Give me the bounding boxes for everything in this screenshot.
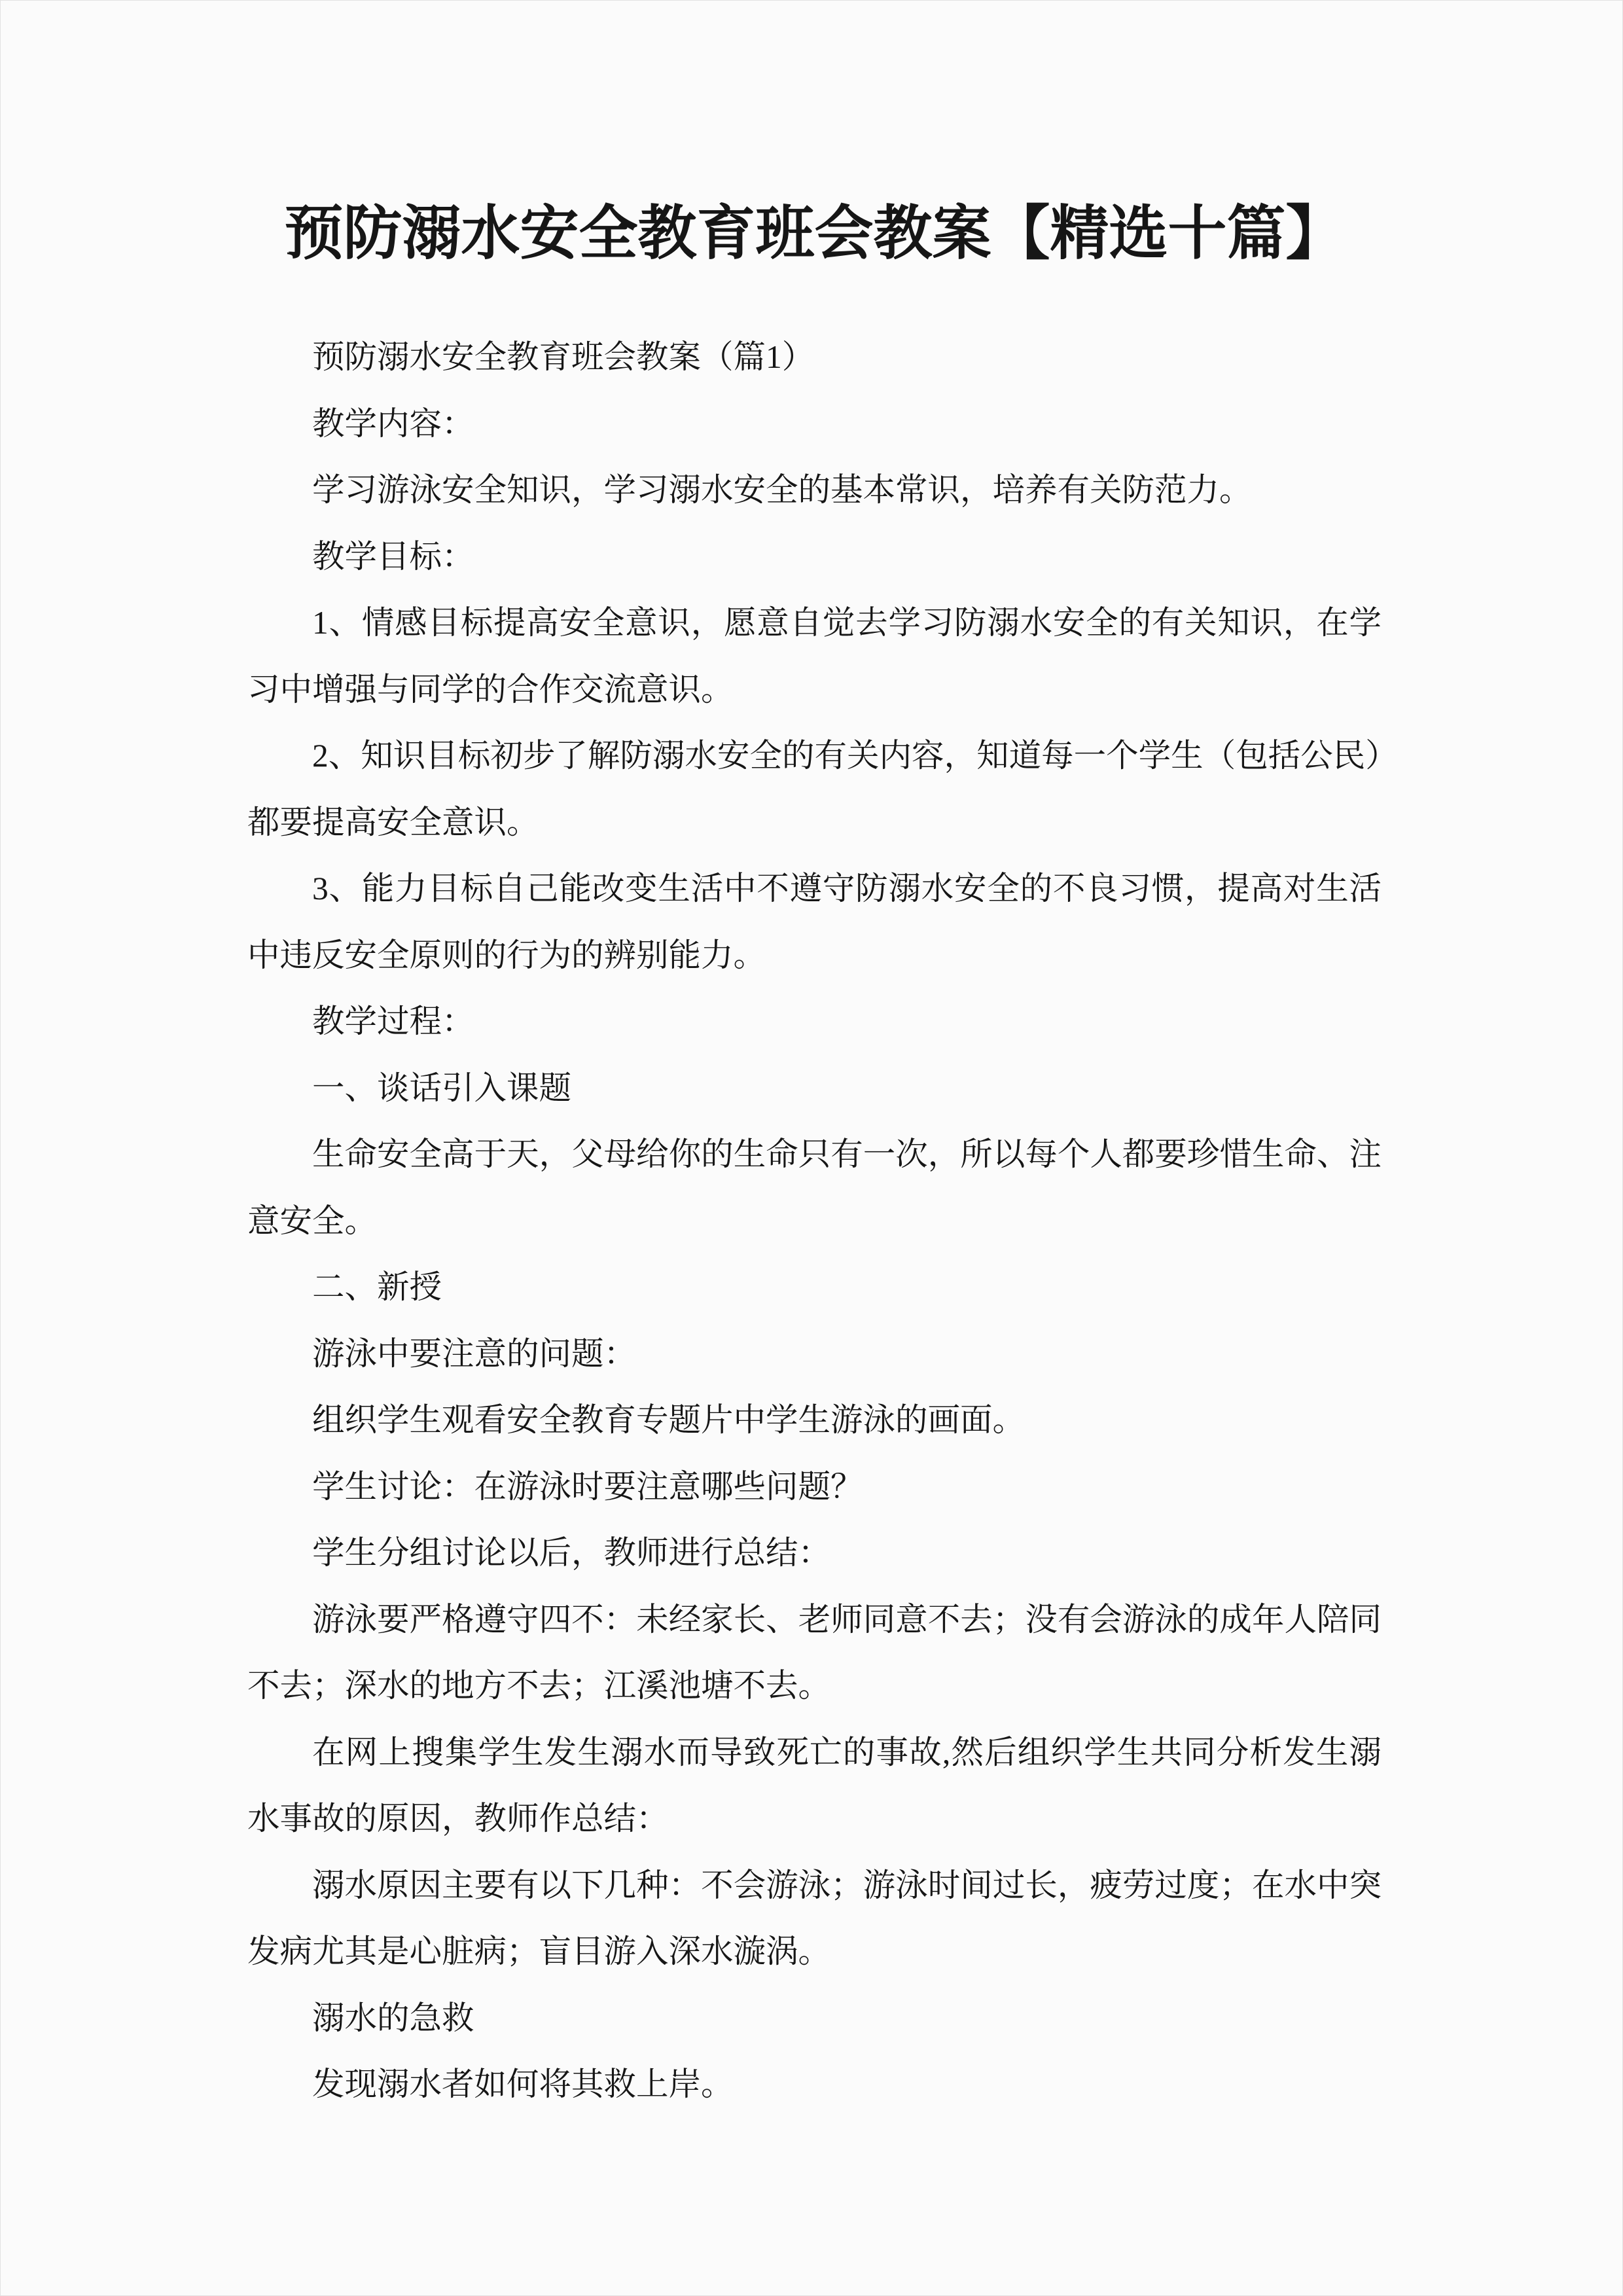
paragraph: 预防溺水安全教育班会教案（篇1） xyxy=(312,339,815,375)
paragraph: 在网上搜集学生发生溺水而导致死亡的事故,然后组织学生共同分析发生溺水事故的原因，教师作总结： xyxy=(247,1734,1382,1837)
paragraph: 学生分组讨论以后，教师进行总结： xyxy=(312,1535,830,1571)
paragraph: 游泳要严格遵守四不：未经家长、老师同意不去；没有会游泳的成年人陪同不去；深水的地方不去；江溪池塘不去。 xyxy=(247,1601,1382,1704)
paragraph: 学生讨论：在游泳时要注意哪些问题？ xyxy=(312,1468,863,1505)
paragraph: 学习游泳安全知识，学习溺水安全的基本常识，培养有关防范力。 xyxy=(312,472,1252,508)
paragraph: 二、新授 xyxy=(312,1269,442,1305)
paragraph: 溺水的急救 xyxy=(312,2000,474,2036)
paragraph: 游泳中要注意的问题： xyxy=(312,1335,636,1372)
document-title: 预防溺水安全教育班会教案【精选十篇】 xyxy=(284,202,1345,266)
document-body xyxy=(247,324,1382,2118)
paragraph: 组织学生观看安全教育专题片中学生游泳的画面。 xyxy=(312,1402,1025,1438)
paragraph: 生命安全高于天，父母给你的生命只有一次，所以每个人都要珍惜生命、注意安全。 xyxy=(247,1136,1382,1239)
paragraph: 1、情感目标提高安全意识，愿意自觉去学习防溺水安全的有关知识，在学习中增强与同学的合作交流意识。 xyxy=(247,605,1382,708)
paragraph: 3、能力目标自己能改变生活中不遵守防溺水安全的不良习惯，提高对生活中违反安全原则的行为的辨别能力。 xyxy=(247,870,1382,973)
paragraph: 一、谈话引入课题 xyxy=(312,1069,571,1106)
paragraph: 2、知识目标初步了解防溺水安全的有关内容，知道每一个学生（包括公民）都要提高安全意识。 xyxy=(247,738,1382,840)
paragraph: 溺水原因主要有以下几种：不会游泳；游泳时间过长，疲劳过度；在水中突发病尤其是心脏病；盲目游入深水漩涡。 xyxy=(247,1867,1382,1969)
paragraph: 教学过程： xyxy=(312,1003,474,1039)
paragraph: 发现溺水者如何将其救上岸。 xyxy=(312,2066,734,2102)
paragraph: 教学目标： xyxy=(312,538,474,575)
paragraph: 教学内容： xyxy=(312,405,474,442)
